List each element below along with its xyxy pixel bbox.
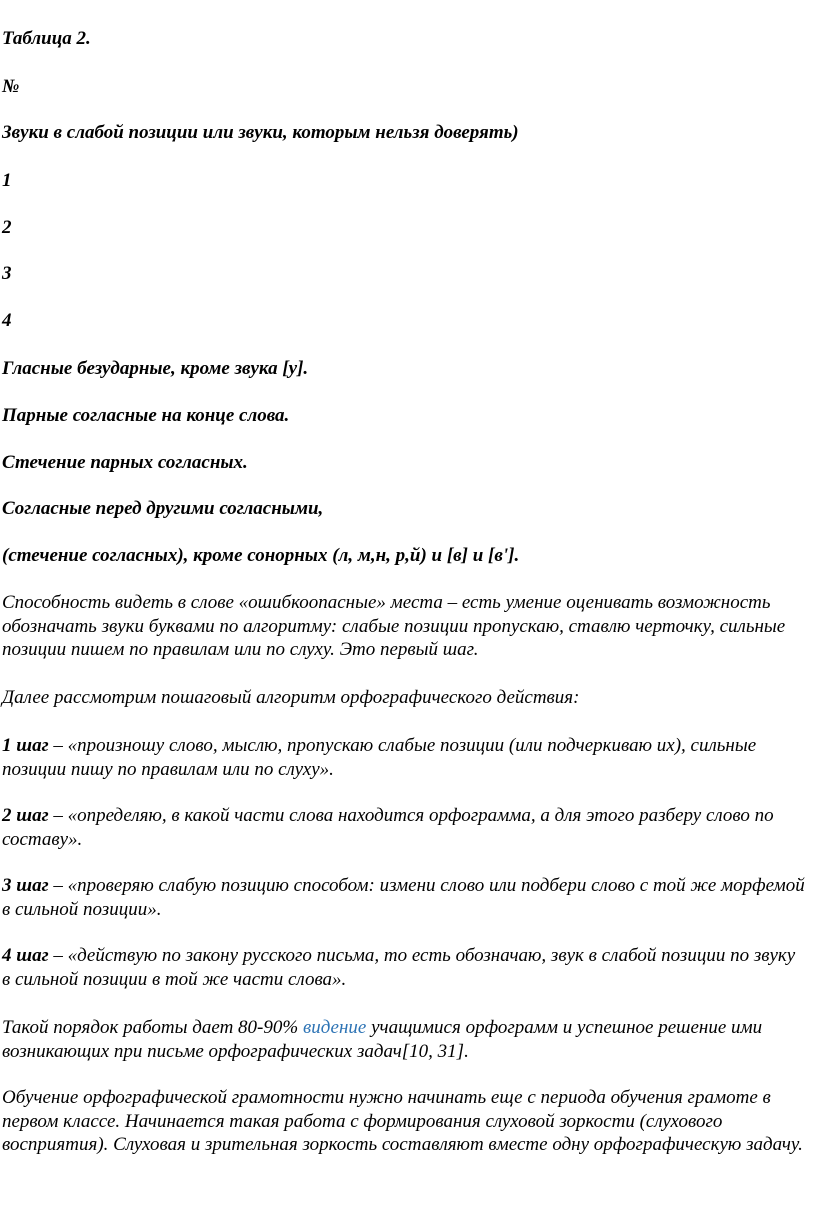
step-1-label: 1 шаг — [2, 735, 49, 756]
step-2-text: – «определяю, в какой части слова находится орфограмма, а для этого разберу слово по составу». — [2, 805, 774, 850]
step-1-text: – «произношу слово, мыслю, пропускаю слабые позиции (или подчеркиваю их), сильные позиции пишу по правилам или по слуху». — [2, 735, 757, 780]
table-row-1: Гласные безударные, кроме звука [у]. — [2, 358, 309, 379]
step-3-text: – «проверяю слабую позицию способом: измени слово или подбери слово с той же морфемой в сильной позиции». — [2, 875, 805, 920]
paragraph-algorithm-intro: Далее рассмотрим пошаговый алгоритм орфографического действия: — [2, 687, 580, 708]
table-caption: Таблица 2. — [2, 28, 91, 49]
table-number-4: 4 — [2, 310, 12, 331]
step-3-paragraph — [2, 874, 808, 921]
paragraph-order — [2, 1016, 808, 1063]
table-row-4: Согласные перед другими согласными, — [2, 498, 324, 519]
vision-link[interactable]: видение — [302, 1017, 367, 1038]
step-4-paragraph — [2, 944, 808, 991]
paragraph-training: Обучение орфографической грамотности нужно начинать еще с периода обучения грамоте в первом классе. Начинается такая работа с формирования слуховой зоркости (слухового восприятия). Слуховая и зрительная зоркость составляют вместе одну орфографическую задачу. — [2, 1087, 803, 1155]
step-3-label: 3 шаг — [2, 875, 49, 896]
step-2-label: 2 шаг — [2, 805, 49, 826]
table-number-3: 3 — [2, 263, 12, 284]
table-number-2: 2 — [2, 217, 12, 238]
table-number-header: № — [2, 76, 20, 97]
step-2-paragraph — [2, 804, 808, 851]
paragraph-ability: Способность видеть в слове «ошибкоопасные» места – есть умение оценивать возможность обозначать звуки буквами по алгоритму: слабые позиции пропускаю, ставлю черточку, сильные позиции пишем по правилам или по слуху. Это первый шаг. — [2, 592, 786, 660]
order-text-after: учащимися орфограмм и успешное решение ими возникающих при письме орфографических задач[10, 31]. — [2, 1017, 763, 1062]
table-number-1: 1 — [2, 170, 12, 191]
table-row-5: (стечение согласных), кроме сонорных (л, м,н, р,й) и [в] и [в']. — [2, 545, 520, 566]
table-row-2: Парные согласные на конце слова. — [2, 405, 290, 426]
order-text-before: Такой порядок работы дает 80-90% — [2, 1017, 303, 1038]
step-4-label: 4 шаг — [2, 945, 49, 966]
table-column-header: Звуки в слабой позиции или звуки, которым нельзя доверять) — [2, 122, 519, 143]
table-row-3: Стечение парных согласных. — [2, 452, 248, 473]
step-1-paragraph — [2, 734, 808, 781]
step-4-text: – «действую по закону русского письма, то есть обозначаю, звук в слабой позиции по звуку в сильной позиции в той же части слова». — [2, 945, 796, 990]
